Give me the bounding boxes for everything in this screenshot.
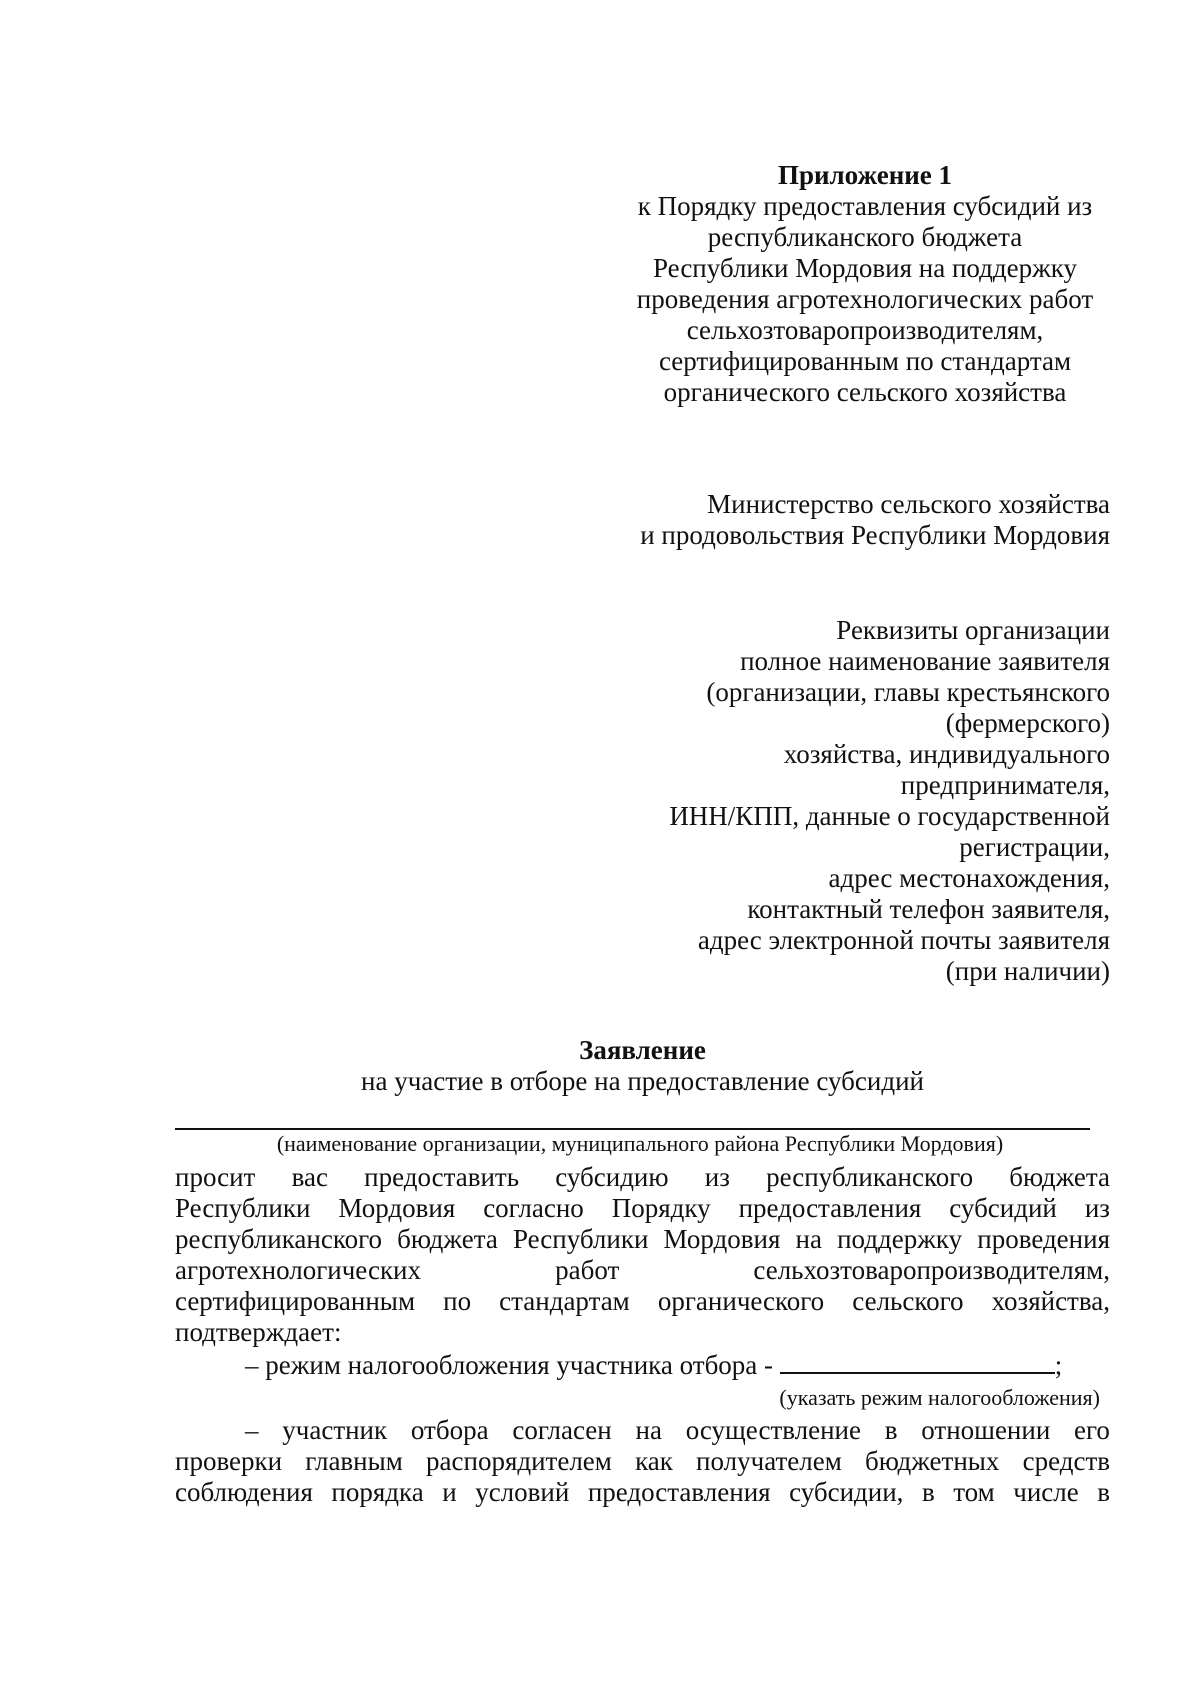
- body-word: согласен: [512, 1415, 612, 1445]
- body-word: Мордовия: [338, 1193, 456, 1223]
- body-word: агротехнологических: [175, 1255, 422, 1285]
- ministry-line: и продовольствия Республики Мордовия: [640, 520, 1110, 550]
- appendix-line: Республики Мордовия на поддержку: [653, 253, 1077, 283]
- body-word: просит: [175, 1162, 256, 1192]
- body-line: [175, 1162, 1110, 1193]
- requisites-line: ИНН/КПП, данные о государственной: [669, 801, 1110, 831]
- appendix-line: к Порядку предоставления субсидий из: [637, 191, 1093, 221]
- requisites-line: полное наименование заявителя: [740, 646, 1110, 676]
- body-word: распорядителем: [426, 1446, 612, 1476]
- body-word: сертифицированным: [175, 1286, 416, 1316]
- body-word: в: [921, 1477, 935, 1507]
- body-word: проверки: [175, 1446, 283, 1476]
- requisites-line: (фермерского): [945, 708, 1110, 738]
- ministry-line: Министерство сельского хозяйства: [707, 489, 1110, 519]
- body-line: [175, 1193, 1110, 1224]
- body-word: Республики: [512, 1224, 649, 1254]
- requisites-line: Реквизиты организации: [836, 615, 1110, 645]
- body-word: из: [704, 1162, 730, 1192]
- requisites-line: (организации, главы крестьянского: [706, 677, 1110, 707]
- body-line: [175, 1477, 1110, 1508]
- body-word: бюджетных: [864, 1446, 1000, 1476]
- body-word: хозяйства,: [991, 1286, 1110, 1316]
- body-word: предоставления: [587, 1477, 771, 1507]
- body-word: том: [953, 1477, 995, 1507]
- body-word: поддержку: [837, 1224, 963, 1254]
- addressee-ministry: [600, 489, 1110, 551]
- body-word: согласно: [483, 1193, 584, 1223]
- body-word: –: [245, 1415, 259, 1445]
- tax-regime-label: – режим налогообложения участника отбора -: [245, 1350, 774, 1380]
- body-word: отношении: [921, 1415, 1051, 1445]
- audit-consent-paragraph: [175, 1415, 1110, 1508]
- body-word: республиканского: [175, 1224, 382, 1254]
- requisites-line: адрес местонахождения,: [828, 863, 1110, 893]
- requisites-line: регистрации,: [959, 832, 1110, 862]
- tax-regime-blank: [780, 1348, 1055, 1374]
- requisites-line: хозяйства, индивидуального: [783, 739, 1110, 769]
- body-word: главным: [305, 1446, 403, 1476]
- body-line: [175, 1224, 1110, 1255]
- body-word: вас: [291, 1162, 328, 1192]
- body-word: сельского: [852, 1286, 964, 1316]
- body-line: [175, 1286, 1110, 1317]
- body-word: по: [443, 1286, 472, 1316]
- organization-name-blank: [175, 1128, 1090, 1130]
- body-line: [175, 1255, 1110, 1286]
- organization-requisites: [600, 615, 1110, 987]
- body-word: порядка: [331, 1477, 424, 1507]
- body-word: участник: [282, 1415, 388, 1445]
- body-word: условий: [475, 1477, 570, 1507]
- body-word: сельхозтоваропроизводителям,: [753, 1255, 1110, 1285]
- body-word: осуществление: [685, 1415, 861, 1445]
- application-subtitle: на участие в отборе на предоставление субсидий: [361, 1066, 924, 1096]
- body-word: отбора: [410, 1415, 489, 1445]
- body-word: в: [884, 1415, 898, 1445]
- requisites-line: контактный телефон заявителя,: [747, 894, 1110, 924]
- body-word: соблюдения: [175, 1477, 313, 1507]
- appendix-header: [620, 160, 1110, 408]
- body-word: средств: [1022, 1446, 1110, 1476]
- requisites-line: (при наличии): [945, 956, 1110, 986]
- body-word: проведения: [977, 1224, 1110, 1254]
- body-confirms-text: подтверждает:: [175, 1317, 342, 1347]
- body-word: числе: [1013, 1477, 1079, 1507]
- appendix-line: органического сельского хозяйства: [663, 377, 1067, 407]
- appendix-line: республиканского бюджета: [707, 222, 1023, 252]
- body-word: республиканского: [766, 1162, 974, 1192]
- tax-regime-row: [175, 1348, 1110, 1379]
- body-word: в: [1097, 1477, 1110, 1507]
- tax-regime-caption: (указать режим налогообложения): [779, 1385, 1100, 1410]
- body-word: бюджета: [1009, 1162, 1110, 1192]
- body-word: предоставления: [738, 1193, 922, 1223]
- appendix-line: сертифицированным по стандартам: [658, 346, 1072, 376]
- requisites-line: предпринимателя,: [900, 770, 1110, 800]
- body-word: и: [442, 1477, 457, 1507]
- body-word: Порядку: [611, 1193, 711, 1223]
- organization-name-caption: (наименование организации, муниципального района Республики Мордовия): [276, 1131, 1004, 1156]
- appendix-line: проведения агротехнологических работ: [636, 284, 1094, 314]
- application-title: Заявление: [579, 1035, 706, 1065]
- body-line: [175, 1415, 1110, 1446]
- body-word: стандартам: [499, 1286, 630, 1316]
- body-word: Мордовия: [663, 1224, 781, 1254]
- application-body: [175, 1162, 1110, 1379]
- appendix-line: сельхозтоваропроизводителям,: [686, 315, 1044, 345]
- tax-regime-end: ;: [1054, 1350, 1063, 1380]
- body-word: органического: [657, 1286, 825, 1316]
- body-word: получателем: [696, 1446, 842, 1476]
- body-word: субсидию: [555, 1162, 669, 1192]
- body-word: бюджета: [397, 1224, 498, 1254]
- body-word: Республики: [175, 1193, 311, 1223]
- body-word: субсидии,: [789, 1477, 904, 1507]
- body-word: субсидий: [949, 1193, 1057, 1223]
- body-line-last: [175, 1317, 1110, 1348]
- body-word: из: [1084, 1193, 1110, 1223]
- appendix-title: Приложение 1: [777, 160, 953, 190]
- requisites-line: адрес электронной почты заявителя: [697, 925, 1110, 955]
- body-word: работ: [555, 1255, 620, 1285]
- body-word: на: [795, 1224, 822, 1254]
- application-heading: [175, 1035, 1110, 1097]
- body-word: его: [1074, 1415, 1110, 1445]
- body-word: предоставить: [364, 1162, 520, 1192]
- body-word: как: [635, 1446, 673, 1476]
- body-line: [175, 1446, 1110, 1477]
- body-word: на: [635, 1415, 662, 1445]
